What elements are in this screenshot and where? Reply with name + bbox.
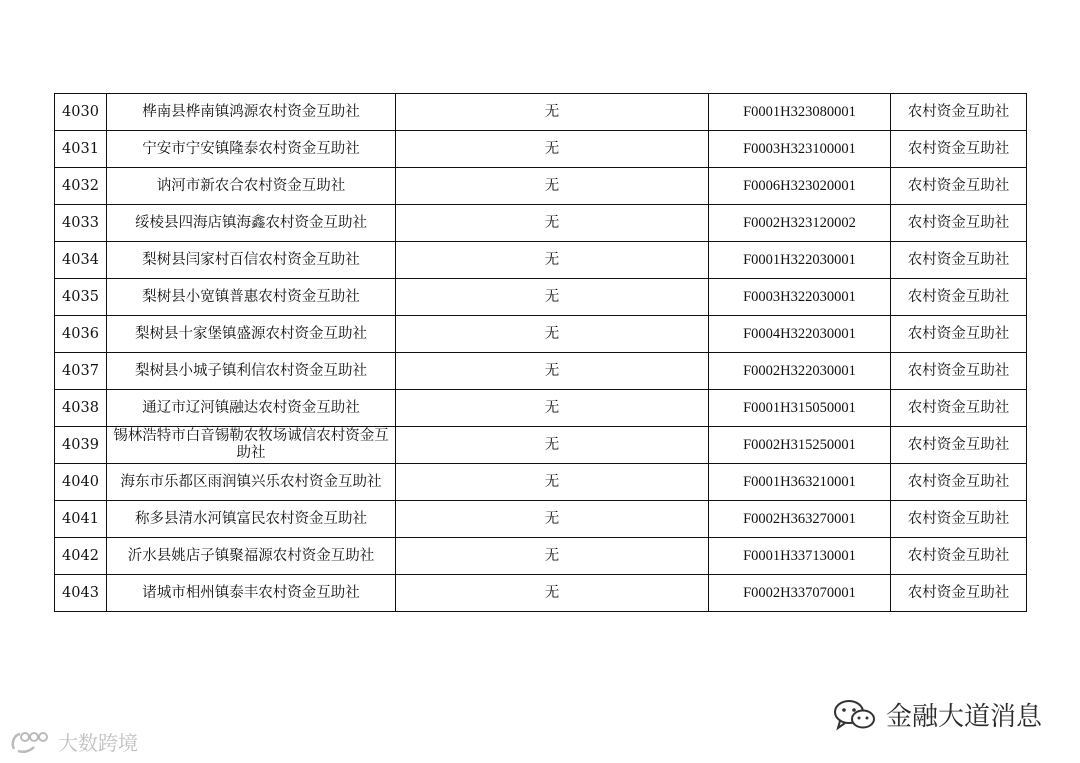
row-number-cell: 4043: [55, 575, 107, 612]
remark-cell: 无: [396, 538, 709, 575]
institution-type-cell: 农村资金互助社: [891, 501, 1027, 538]
table-row: [55, 168, 1027, 205]
license-code-cell: F0001H337130001: [709, 538, 891, 575]
remark-cell: 无: [396, 242, 709, 279]
institution-name-cell: 宁安市宁安镇隆泰农村资金互助社: [107, 131, 396, 168]
license-code-cell: F0002H323120002: [709, 205, 891, 242]
institution-type-cell: 农村资金互助社: [891, 316, 1027, 353]
table-row: [55, 501, 1027, 538]
institution-type-cell: 农村资金互助社: [891, 205, 1027, 242]
row-number-cell: 4040: [55, 464, 107, 501]
row-number-cell: 4041: [55, 501, 107, 538]
license-code-cell: F0001H315050001: [709, 390, 891, 427]
registry-table-body: [55, 94, 1027, 612]
institution-type-cell: 农村资金互助社: [891, 168, 1027, 205]
remark-cell: 无: [396, 316, 709, 353]
institution-name-cell: 沂水县姚店子镇聚福源农村资金互助社: [107, 538, 396, 575]
institution-name-cell: 通辽市辽河镇融达农村资金互助社: [107, 390, 396, 427]
institution-name-cell: 海东市乐都区雨润镇兴乐农村资金互助社: [107, 464, 396, 501]
watermark-right: [832, 696, 1042, 733]
table-row: [55, 464, 1027, 501]
table-row: [55, 316, 1027, 353]
table-row: [55, 94, 1027, 131]
row-number-cell: 4038: [55, 390, 107, 427]
remark-cell: 无: [396, 464, 709, 501]
table-row: [55, 353, 1027, 390]
row-number-cell: 4035: [55, 279, 107, 316]
row-number-cell: 4037: [55, 353, 107, 390]
institution-name-cell: 锡林浩特市白音锡勒农牧场诚信农村资金互助社: [107, 427, 396, 464]
license-code-cell: F0006H323020001: [709, 168, 891, 205]
remark-cell: 无: [396, 390, 709, 427]
remark-cell: 无: [396, 575, 709, 612]
table-row: [55, 427, 1027, 464]
institution-type-cell: 农村资金互助社: [891, 94, 1027, 131]
row-number-cell: 4030: [55, 94, 107, 131]
institution-name-cell: 讷河市新农合农村资金互助社: [107, 168, 396, 205]
registry-table: [54, 93, 1027, 612]
table-row: [55, 390, 1027, 427]
institution-name-cell: 梨树县小宽镇普惠农村资金互助社: [107, 279, 396, 316]
table-row: [55, 205, 1027, 242]
table-row: [55, 131, 1027, 168]
institution-name-cell: 梨树县十家堡镇盛源农村资金互助社: [107, 316, 396, 353]
license-code-cell: F0001H363210001: [709, 464, 891, 501]
remark-cell: 无: [396, 427, 709, 464]
institution-type-cell: 农村资金互助社: [891, 131, 1027, 168]
row-number-cell: 4031: [55, 131, 107, 168]
row-number-cell: 4036: [55, 316, 107, 353]
watermark-left-text: 大数跨境: [58, 731, 138, 755]
remark-cell: 无: [396, 131, 709, 168]
license-code-cell: F0004H322030001: [709, 316, 891, 353]
row-number-cell: 4032: [55, 168, 107, 205]
license-code-cell: F0002H337070001: [709, 575, 891, 612]
license-code-cell: F0002H363270001: [709, 501, 891, 538]
license-code-cell: F0001H323080001: [709, 94, 891, 131]
institution-type-cell: 农村资金互助社: [891, 390, 1027, 427]
table-row: [55, 575, 1027, 612]
row-number-cell: 4042: [55, 538, 107, 575]
institution-type-cell: 农村资金互助社: [891, 279, 1027, 316]
remark-cell: 无: [396, 353, 709, 390]
watermark-left: [10, 727, 138, 756]
wechat-icon: [832, 698, 876, 732]
row-number-cell: 4039: [55, 427, 107, 464]
institution-name-cell: 桦南县桦南镇鸿源农村资金互助社: [107, 94, 396, 131]
license-code-cell: F0003H322030001: [709, 279, 891, 316]
table-row: [55, 242, 1027, 279]
license-code-cell: F0002H315250001: [709, 427, 891, 464]
remark-cell: 无: [396, 501, 709, 538]
remark-cell: 无: [396, 94, 709, 131]
license-code-cell: F0001H322030001: [709, 242, 891, 279]
remark-cell: 无: [396, 205, 709, 242]
institution-type-cell: 农村资金互助社: [891, 464, 1027, 501]
institution-type-cell: 农村资金互助社: [891, 353, 1027, 390]
institution-name-cell: 梨树县小城子镇利信农村资金互助社: [107, 353, 396, 390]
row-number-cell: 4034: [55, 242, 107, 279]
license-code-cell: F0003H323100001: [709, 131, 891, 168]
remark-cell: 无: [396, 168, 709, 205]
institution-type-cell: 农村资金互助社: [891, 427, 1027, 464]
institution-name-cell: 绥棱县四海店镇海鑫农村资金互助社: [107, 205, 396, 242]
brand-logo-icon: [10, 729, 52, 755]
row-number-cell: 4033: [55, 205, 107, 242]
institution-type-cell: 农村资金互助社: [891, 575, 1027, 612]
institution-name-cell: 诸城市相州镇泰丰农村资金互助社: [107, 575, 396, 612]
table-row: [55, 279, 1027, 316]
license-code-cell: F0002H322030001: [709, 353, 891, 390]
institution-name-cell: 梨树县闫家村百信农村资金互助社: [107, 242, 396, 279]
remark-cell: 无: [396, 279, 709, 316]
table-row: [55, 538, 1027, 575]
watermark-right-text: 金融大道消息: [886, 702, 1043, 732]
institution-type-cell: 农村资金互助社: [891, 242, 1027, 279]
institution-type-cell: 农村资金互助社: [891, 538, 1027, 575]
institution-name-cell: 称多县清水河镇富民农村资金互助社: [107, 501, 396, 538]
